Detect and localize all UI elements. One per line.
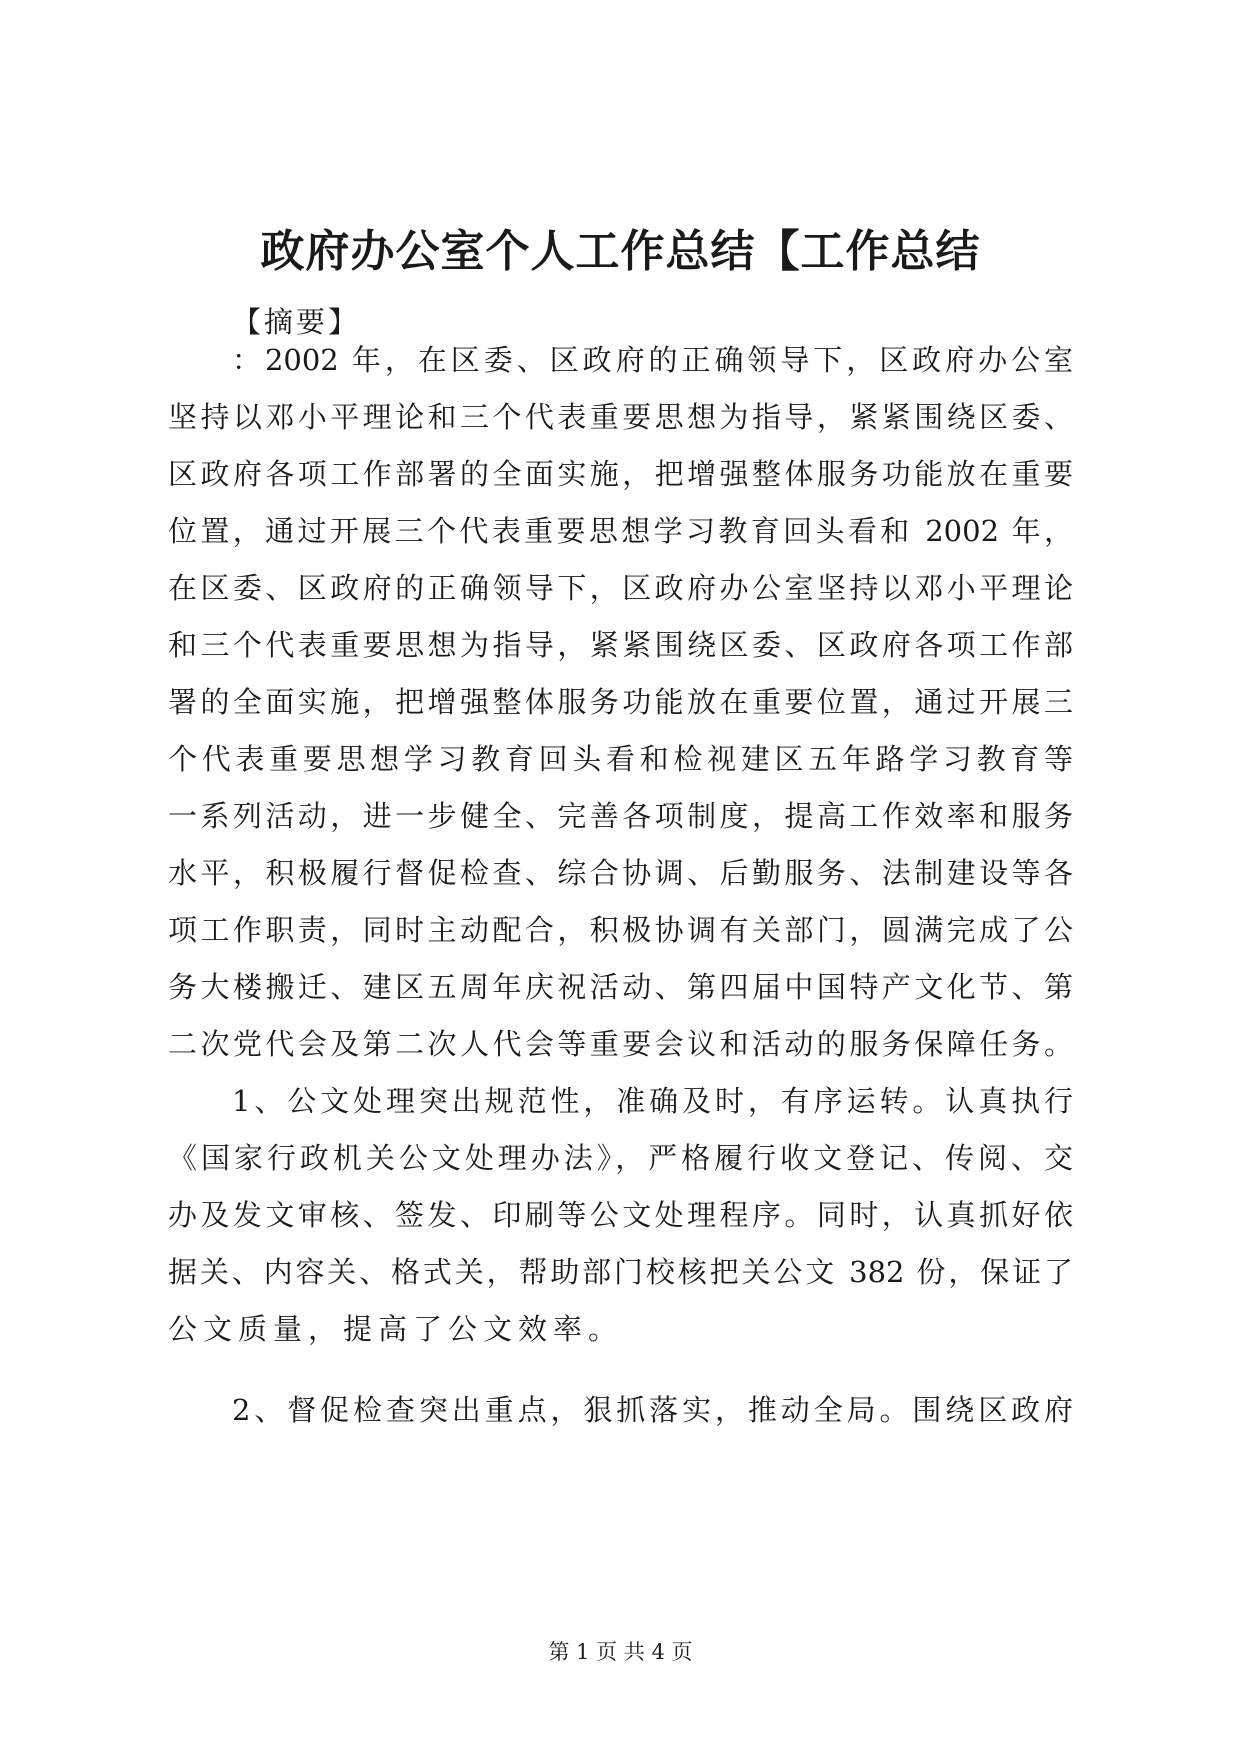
body-line: 办及发文审核、签发、印刷等公文处理程序。同时，认真抓好依 bbox=[168, 1198, 1073, 1232]
abstract-label: 【摘要】 bbox=[232, 305, 361, 339]
body-line: 公文质量，提高了公文效率。 bbox=[168, 1312, 624, 1346]
body-line: 坚持以邓小平理论和三个代表重要思想为指导，紧紧围绕区委、 bbox=[168, 400, 1073, 434]
body-line: 个代表重要思想学习教育回头看和检视建区五年路学习教育等 bbox=[168, 742, 1073, 776]
body-line: 1、公文处理突出规范性，准确及时，有序运转。认真执行 bbox=[232, 1084, 1073, 1118]
body-line: 和三个代表重要思想为指导，紧紧围绕区委、区政府各项工作部 bbox=[168, 628, 1073, 662]
body-line: 署的全面实施，把增强整体服务功能放在重要位置，通过开展三 bbox=[168, 685, 1073, 719]
page-footer: 第 1 页 共 4 页 bbox=[548, 1640, 693, 1664]
body-line: 水平，积极履行督促检查、综合协调、后勤服务、法制建设等各 bbox=[168, 856, 1073, 890]
body-line: 务大楼搬迁、建区五周年庆祝活动、第四届中国特产文化节、第 bbox=[168, 970, 1073, 1004]
body-line: 据关、内容关、格式关，帮助部门校核把关公文 382 份，保证了 bbox=[168, 1255, 1073, 1289]
body-line: 项工作职责，同时主动配合，积极协调有关部门，圆满完成了公 bbox=[168, 913, 1073, 947]
body-line: 《国家行政机关公文处理办法》，严格履行收文登记、传阅、交 bbox=[168, 1141, 1073, 1175]
body-line: 在区委、区政府的正确领导下，区政府办公室坚持以邓小平理论 bbox=[168, 571, 1073, 605]
body-line: 位置，通过开展三个代表重要思想学习教育回头看和 2002 年， bbox=[168, 514, 1073, 548]
body-line: 一系列活动，进一步健全、完善各项制度，提高工作效率和服务 bbox=[168, 799, 1073, 833]
document-title: 政府办公室个人工作总结【工作总结 bbox=[260, 226, 981, 277]
body-line: 2、督促检查突出重点，狠抓落实，推动全局。围绕区政府 bbox=[232, 1393, 1073, 1427]
body-line: ：2002 年，在区委、区政府的正确领导下，区政府办公室 bbox=[232, 343, 1073, 377]
body-line: 二次党代会及第二次人代会等重要会议和活动的服务保障任务。 bbox=[168, 1027, 1073, 1061]
body-line: 区政府各项工作部署的全面实施，把增强整体服务功能放在重要 bbox=[168, 457, 1073, 491]
